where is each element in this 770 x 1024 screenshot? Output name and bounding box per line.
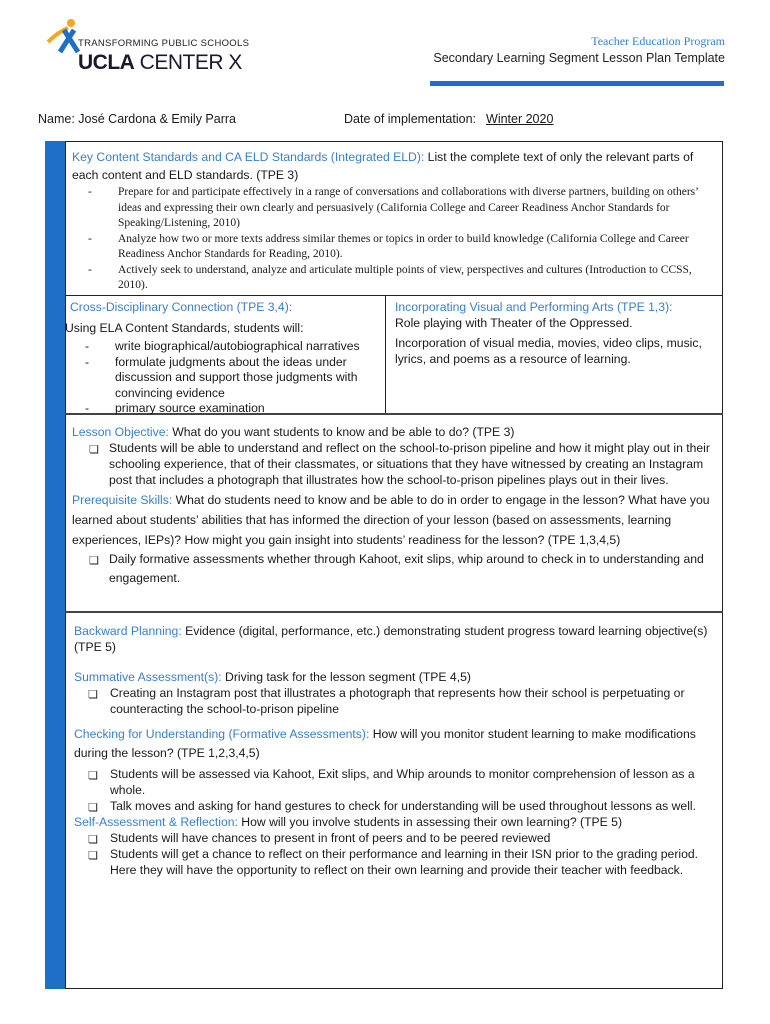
checkbox-icon: ❏ [88,770,98,782]
arts-line-2: Incorporation of visual media, movies, video clips, music, lyrics, and poems as a resource of learning. [395,336,702,366]
cfu-list [74,766,720,814]
self-heading: Self-Assessment & Reflection: [74,815,238,829]
date-value: Winter 2020 [486,112,554,126]
x-person-icon [44,18,80,58]
teacher-names: Name: José Cardona & Emily Parra [38,112,236,126]
list-item: - Actively seek to understand, analyze and articulate multiple points of view, perspectives and cultures (Introduction to CCSS, 2010). [88,263,712,294]
standards-list [88,185,712,294]
logo-wordmark: UCLA CENTER X [78,51,242,74]
prereq-list [75,550,718,588]
ucla-centerx-logo [44,18,284,80]
checkbox-icon: ❏ [89,444,99,456]
divider [65,611,723,613]
list-item: ❏ Daily formative assessments whether through Kahoot, exit slips, whip around to check in to understanding and engagement. [89,552,704,585]
cross-list [85,339,380,417]
list-item: - formulate judgments about the ideas under discussion and support those judgments with convincing evidence [85,355,380,402]
arts-line-1: Role playing with Theater of the Oppressed. [395,316,633,330]
list-item: - Prepare for and participate effectively in a range of conversations and collaborations with diverse partners, building on others’ ideas and expressing their own clearly and persuasively (California College and Career Readiness Anchor Standards for Speaking/Listening, 2010) [88,185,712,232]
template-title: Secondary Learning Segment Lesson Plan Template [433,51,725,65]
standards-heading: Key Content Standards and CA ELD Standards (Integrated ELD): [72,150,425,164]
cross-intro: Using ELA Content Standards, students will: [65,321,304,335]
list-item: ❏ Students will be assessed via Kahoot, Exit slips, and Whip arounds to monitor comprehension of lesson as a whole. [88,767,695,797]
self-question: How will you involve students in assessing their own learning? (TPE 5) [237,815,623,829]
objective-heading: Lesson Objective: [72,425,169,439]
backward-heading: Backward Planning: [74,624,182,638]
logo-tagline: TRANSFORMING PUBLIC SCHOOLS [78,38,250,49]
assessment-section [74,623,720,878]
divider [65,295,723,296]
objective-section [72,424,718,588]
cross-disciplinary-section [65,299,380,417]
cfu-heading: Checking for Understanding (Formative Assessments): [74,727,370,741]
list-item: ❏ Students will get a chance to reflect on their performance and learning in their ISN prior to the grading period. Here they will have the opportunity to reflect on their own learning and provide their teacher with feedback. [88,847,699,877]
cfu-question: How will you monitor student learning to make modifications during the lesson? (TPE 1,2,3,4,5) [74,727,696,760]
objective-list [75,440,718,488]
arts-heading: Incorporating Visual and Performing Arts (TPE 1,3): [395,300,673,314]
standards-section [72,148,712,294]
prereq-question: What do students need to know and be able to do in order to engage in the lesson? What have you learned about students’ abilities that has informed the direction of your lesson (based on assessments, learning experiences, IEPs)? How might you gain insight into students’ readiness for the lesson? (TPE 1,3,4,5) [72,493,710,547]
arts-section [395,299,717,367]
column-divider [385,295,386,414]
checkbox-icon: ❏ [88,834,98,846]
checkbox-icon: ❏ [88,802,98,814]
checkbox-icon: ❏ [88,850,98,862]
list-item: - Analyze how two or more texts address similar themes or topics in order to build knowledge (California College and Career Readiness Anchor Standards for Reading, 2010). [88,232,712,263]
program-name: Teacher Education Program [591,34,725,48]
list-item: - primary source examination [85,401,380,417]
header-rule [430,81,724,86]
summative-question: Driving task for the lesson segment (TPE 4,5) [221,670,471,684]
cross-heading: Cross-Disciplinary Connection (TPE 3,4): [70,300,293,314]
list-item: ❏ Talk moves and asking for hand gestures to check for understanding will be used throughout lessons as well. [88,799,697,814]
backward-question: Evidence (digital, performance, etc.) demonstrating student progress toward learning objective(s) (TPE 5) [74,624,708,654]
checkbox-icon: ❏ [89,555,99,567]
list-item: ❏ Students will be able to understand and reflect on the school-to-prison pipeline and how it might play out in their schooling experience, that of their classmates, or situations that they have witnessed by creating an Instagram post that includes a photograph that illustrates how the school-to-prison pipelines plays out in their lives. [89,441,710,487]
list-item: ❏ Students will have chances to present in front of peers and to be peered reviewed [88,831,551,846]
standards-intro: List the complete text of only the relevant parts of each content and ELD standards. (TPE 3) [72,150,694,182]
date-of-implementation: Date of implementation: Winter 2020 [344,112,554,126]
list-item: ❏ Creating an Instagram post that illustrates a photograph that represents how their school is perpetuating or counteracting the school-to-prison pipeline [88,686,685,716]
prereq-heading: Prerequisite Skills: [72,493,173,507]
objective-question: What do you want students to know and be able to do? (TPE 3) [168,425,515,439]
self-list [74,830,720,878]
summative-list [74,685,720,717]
summative-heading: Summative Assessment(s): [74,670,222,684]
checkbox-icon: ❏ [88,689,98,701]
list-item: - write biographical/autobiographical narratives [85,339,380,355]
blue-sidebar [45,141,65,989]
